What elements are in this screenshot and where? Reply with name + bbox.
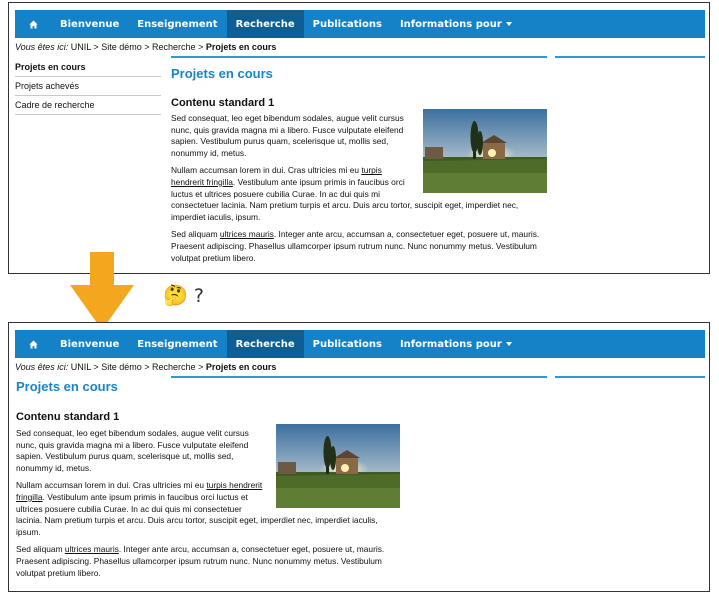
breadcrumb-current: Projets en cours bbox=[205, 42, 277, 52]
nav-publications[interactable]: Publications bbox=[312, 338, 382, 350]
paragraph-2-text: . Vestibulum ante ipsum primis in faucibus orci luctus et ultrices posuere cubilia Curae. In ac dui quis mi consectetuer lacinia. Nam pretium turpis et arcu. Duis arcu tortor, suscipit eget, imperdiet nec, imperdiet iaculis, ipsum. bbox=[171, 176, 519, 222]
content-body bbox=[16, 428, 400, 585]
home-button[interactable] bbox=[15, 330, 51, 358]
link-ultrices-mauris[interactable]: ultrices mauris bbox=[219, 229, 274, 240]
question-mark: ? bbox=[193, 285, 204, 307]
breadcrumb-lead: Vous êtes ici bbox=[15, 42, 66, 52]
sidebar-item-projets-acheves[interactable]: Projets achevés bbox=[15, 77, 161, 96]
link-turpis-hendrerit[interactable]: turpis hendrerit fringilla bbox=[171, 165, 382, 187]
sidebar-item-projets-en-cours[interactable]: Projets en cours bbox=[15, 58, 161, 77]
nav-informations-label: Informations pour bbox=[399, 18, 502, 30]
nav-informations-pour[interactable] bbox=[391, 10, 521, 38]
thinking-annotation bbox=[163, 286, 204, 306]
nav-bienvenue[interactable]: Bienvenue bbox=[60, 18, 120, 30]
nav-informations-label: Informations pour bbox=[399, 338, 502, 350]
sidebar bbox=[15, 58, 161, 115]
landscape-photo bbox=[276, 424, 400, 508]
nav-publications[interactable]: Publications bbox=[312, 18, 382, 30]
aside-divider bbox=[555, 56, 705, 58]
content-divider bbox=[171, 376, 547, 378]
aside-divider bbox=[555, 376, 705, 378]
breadcrumb-unil[interactable]: UNIL bbox=[70, 42, 91, 52]
thinking-face-icon: 🤔 bbox=[163, 285, 188, 307]
content-divider bbox=[171, 56, 547, 58]
nav-recherche[interactable]: Recherche bbox=[227, 10, 304, 38]
page-title: Projets en cours bbox=[171, 66, 273, 81]
paragraph-3 bbox=[16, 544, 400, 579]
home-icon bbox=[29, 340, 38, 349]
page-title: Projets en cours bbox=[16, 379, 118, 394]
breadcrumb-site-demo[interactable]: Site démo bbox=[101, 362, 142, 372]
breadcrumb-colon: : bbox=[65, 42, 69, 52]
screenshot-without-sidebar bbox=[8, 322, 710, 592]
nav-enseignement[interactable]: Enseignement bbox=[137, 18, 218, 30]
paragraph-2-text: . Vestibulum ante ipsum primis in faucibus orci luctus et ultrices posuere cubilia Curae. In ac dui quis mi consectetuer lacinia. Nam pretium turpis et arcu. Duis arcu tortor, suscipit eget, imperdiet nec, imperdiet iaculis, ipsum. bbox=[16, 491, 378, 537]
home-button[interactable] bbox=[15, 10, 51, 38]
breadcrumb bbox=[15, 42, 276, 52]
paragraph-1: Sed consequat, leo eget bibendum sodales, augue velit cursus nunc, quis gravida magna mi a libero. Fusce vulputate eleifend sapien. Vestibulum purus quam, scelerisque ut, mollis sed, nonummy id, metus. bbox=[171, 113, 404, 158]
section-title: Contenu standard 1 bbox=[171, 97, 275, 109]
breadcrumb-separator: > bbox=[144, 362, 150, 372]
breadcrumb-lead: Vous êtes ici bbox=[15, 362, 66, 372]
section-title: Contenu standard 1 bbox=[16, 411, 120, 423]
paragraph-3-text: . Integer ante arcu, accumsan a, consectetuer eget, posuere ut, mauris. Praesent adipiscing. Phasellus ullamcorper ipsum rutrum nunc. Nunc nonummy metus. Vestibulum volutpat pretium libero. bbox=[16, 544, 385, 578]
breadcrumb-separator: > bbox=[93, 42, 99, 52]
paragraph-3-text: Sed aliquam bbox=[171, 229, 220, 240]
content-body bbox=[171, 113, 547, 270]
dropdown-caret-icon bbox=[506, 22, 512, 26]
home-icon bbox=[29, 20, 38, 29]
breadcrumb-separator: > bbox=[198, 42, 204, 52]
paragraph-3 bbox=[171, 229, 547, 264]
nav-informations-pour[interactable] bbox=[391, 330, 521, 358]
breadcrumb-separator: > bbox=[144, 42, 150, 52]
paragraph-2-text: Nullam accumsan lorem in dui. Cras ultricies mi eu bbox=[171, 165, 362, 176]
breadcrumb bbox=[15, 362, 276, 372]
breadcrumb-recherche[interactable]: Recherche bbox=[152, 42, 196, 52]
paragraph-1: Sed consequat, leo eget bibendum sodales, augue velit cursus nunc, quis gravida magna mi a libero. Fusce vulputate eleifend sapien. Vestibulum purus quam, scelerisque ut, mollis sed, nonummy id, metus. bbox=[16, 428, 249, 473]
sidebar-item-cadre-de-recherche[interactable]: Cadre de recherche bbox=[15, 96, 161, 115]
breadcrumb-current: Projets en cours bbox=[205, 362, 277, 372]
link-turpis-hendrerit[interactable]: turpis hendrerit fringilla bbox=[16, 480, 263, 502]
breadcrumb-colon: : bbox=[65, 362, 69, 372]
nav-enseignement[interactable]: Enseignement bbox=[137, 338, 218, 350]
main-navbar bbox=[15, 330, 705, 358]
breadcrumb-unil[interactable]: UNIL bbox=[70, 362, 91, 372]
nav-bienvenue[interactable]: Bienvenue bbox=[60, 338, 120, 350]
paragraph-2-text: Nullam accumsan lorem in dui. Cras ultricies mi eu bbox=[16, 480, 207, 491]
landscape-photo bbox=[423, 109, 547, 193]
breadcrumb-separator: > bbox=[93, 362, 99, 372]
paragraph-3-text: Sed aliquam bbox=[16, 544, 65, 555]
breadcrumb-site-demo[interactable]: Site démo bbox=[101, 42, 142, 52]
screenshot-with-sidebar bbox=[8, 2, 710, 274]
main-navbar bbox=[15, 10, 705, 38]
link-ultrices-mauris[interactable]: ultrices mauris bbox=[64, 544, 119, 555]
breadcrumb-recherche[interactable]: Recherche bbox=[152, 362, 196, 372]
breadcrumb-separator: > bbox=[198, 362, 204, 372]
paragraph-3-text: . Integer ante arcu, accumsan a, consectetuer eget, posuere ut, mauris. Praesent adipiscing. Phasellus ullamcorper ipsum rutrum nunc. Nunc nonummy metus. Vestibulum volutpat pretium libero. bbox=[171, 229, 540, 263]
nav-recherche[interactable]: Recherche bbox=[227, 330, 304, 358]
down-arrow-icon bbox=[70, 252, 134, 330]
dropdown-caret-icon bbox=[506, 342, 512, 346]
